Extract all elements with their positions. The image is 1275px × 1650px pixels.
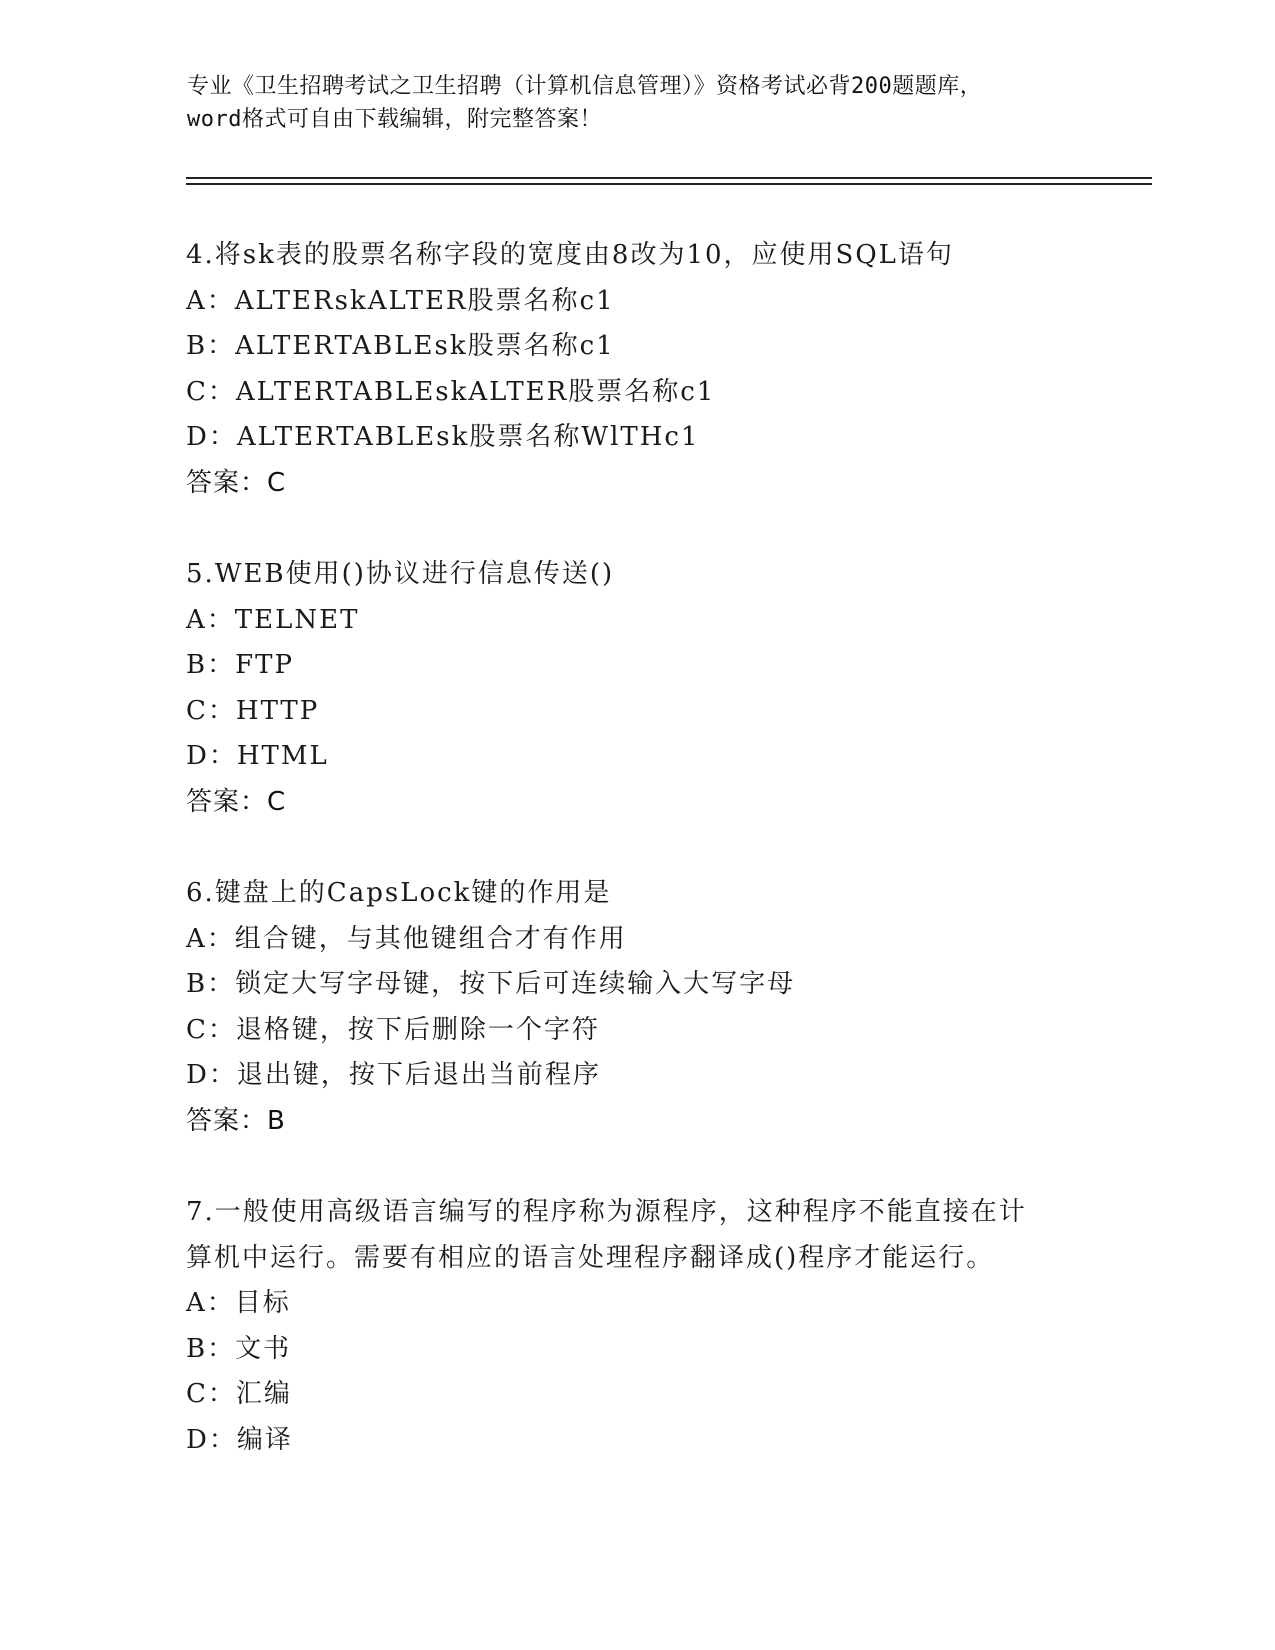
question-7 [186, 1190, 1086, 1463]
option-c: C：HTTP [186, 695, 320, 726]
question-stem: 4.将sk表的股票名称字段的宽度由8改为10，应使用SQL语句 [186, 240, 954, 270]
option-b: B：ALTERTABLEsk股票名称c1 [186, 331, 615, 361]
option-a: A：组合键，与其他键组合才有作用 [186, 923, 627, 954]
option-c: C：退格键，按下后删除一个字符 [186, 1014, 600, 1045]
option-d: D：退出键，按下后退出当前程序 [186, 1060, 601, 1090]
question-stem: 5.WEB使用()协议进行信息传送() [186, 559, 615, 589]
option-d: D：HTML [186, 741, 329, 771]
question-stem-line-2: 算机中运行。需要有相应的语言处理程序翻译成()程序才能运行。 [186, 1242, 995, 1273]
option-d: D：编译 [186, 1424, 293, 1455]
header-divider-bottom [186, 183, 1152, 185]
option-a: A：目标 [186, 1288, 291, 1318]
header-line-1: 专业《卫生招聘考试之卫生招聘（计算机信息管理）》资格考试必背200题题库， [187, 74, 983, 99]
option-a: A：TELNET [186, 604, 360, 635]
option-b: B：锁定大写字母键，按下后可连续输入大写字母 [186, 969, 796, 999]
answer: 答案：C [186, 467, 287, 498]
question-5 [186, 552, 1086, 825]
question-6 [186, 871, 1086, 1144]
document-header [187, 70, 1087, 136]
header-line-2: word格式可自由下载编辑，附完整答案！ [187, 107, 602, 132]
question-stem-line-1: 7.一般使用高级语言编写的程序称为源程序，这种程序不能直接在计 [186, 1197, 1027, 1227]
answer: 答案：B [186, 1105, 286, 1136]
option-c: C：ALTERTABLEskALTER股票名称c1 [186, 376, 716, 407]
question-4 [186, 233, 1086, 506]
answer: 答案：C [186, 786, 287, 817]
option-d: D：ALTERTABLEsk股票名称WlTHc1 [186, 422, 700, 452]
header-divider-top [186, 177, 1152, 179]
option-a: A：ALTERskALTER股票名称c1 [186, 285, 615, 316]
question-stem: 6.键盘上的CapsLock键的作用是 [186, 878, 612, 908]
option-b: B：文书 [186, 1333, 292, 1364]
option-b: B：FTP [186, 650, 294, 680]
option-c: C：汇编 [186, 1379, 292, 1409]
